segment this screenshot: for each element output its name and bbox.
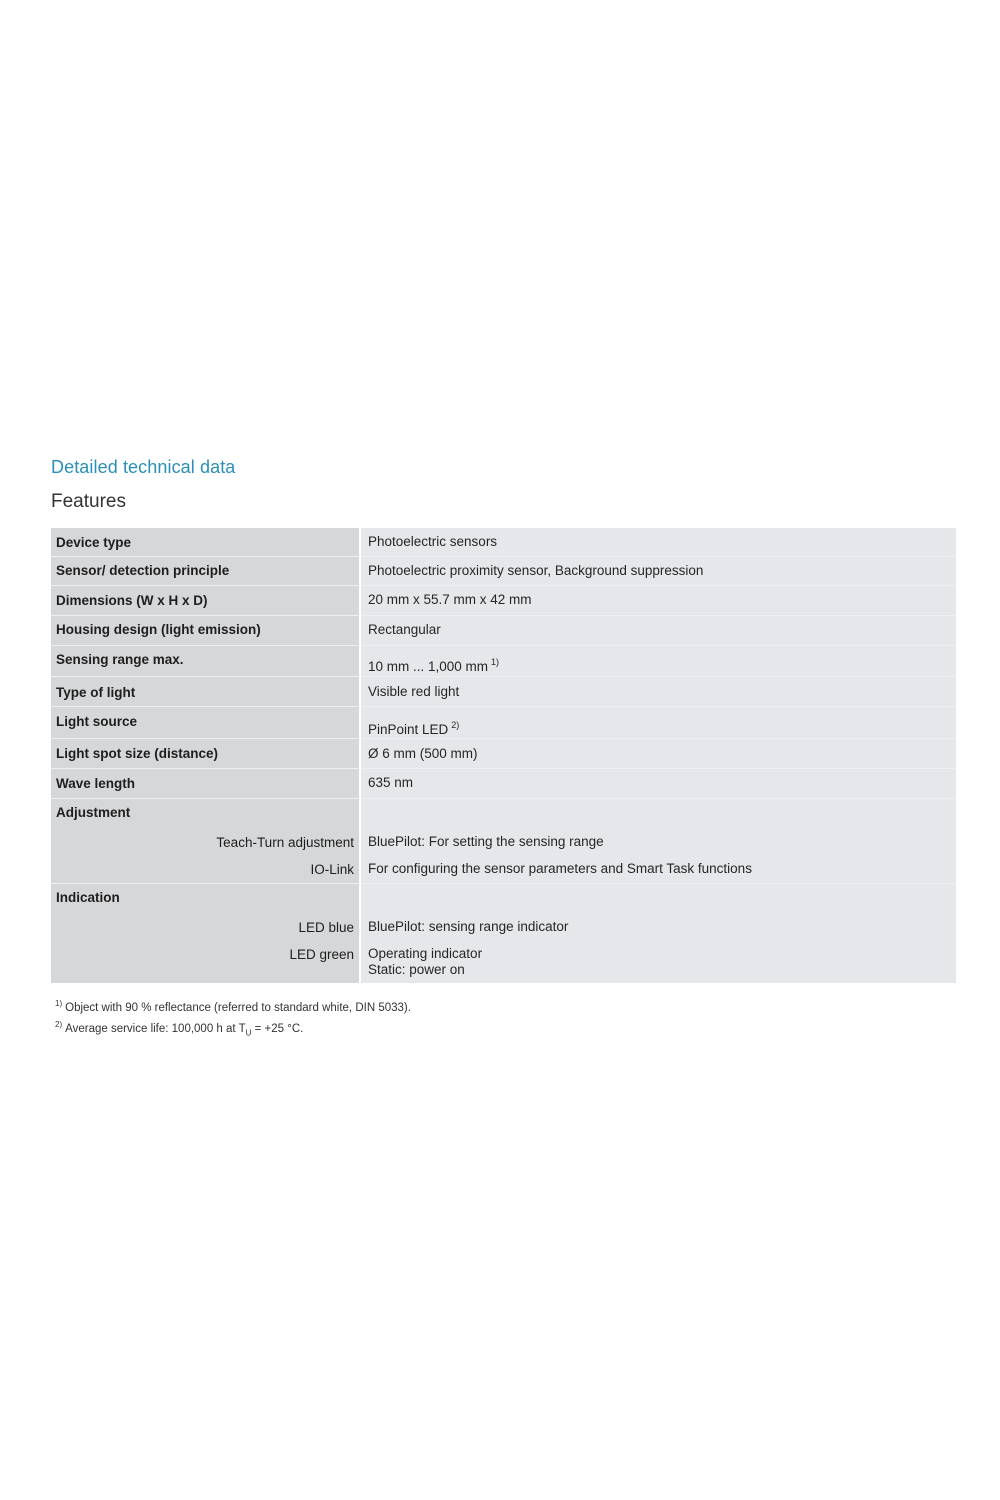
label-column xyxy=(51,528,359,983)
row-value-light-source: PinPoint LED $^{2)}$ xyxy=(368,720,460,737)
row-value-dimensions: 20 mm x 55.7 mm x 42 mm xyxy=(368,592,532,607)
row-value-teach-turn: BluePilot: For setting the sensing range xyxy=(368,834,604,849)
row-value-led-green: Operating indicator Static: power on xyxy=(368,946,483,977)
row-label-light-source: Light source xyxy=(56,714,138,729)
row-value-io-link: For configuring the sensor parameters and Smart Task functions xyxy=(368,861,752,876)
subsection-title: Features xyxy=(51,491,126,512)
row-label-dimensions: Dimensions (W x H x D) xyxy=(56,593,208,608)
row-value-led-blue: BluePilot: sensing range indicator xyxy=(368,919,569,934)
row-label-led-blue: LED blue xyxy=(298,920,354,935)
value-column xyxy=(361,528,956,983)
row-label-sensing-range: Sensing range max. xyxy=(56,652,184,667)
row-label-detection-principle: Sensor/ detection principle xyxy=(56,563,230,578)
row-value-detection-principle: Photoelectric proximity sensor, Background suppression xyxy=(368,563,704,578)
row-value-light-spot-size: Ø 6 mm (500 mm) xyxy=(368,746,478,761)
footnotes xyxy=(55,999,411,1043)
row-label-device-type: Device type xyxy=(56,535,132,550)
footnote-2: $^{2)}$ Average service life: 100,000 h at $T_U = +25$ °C. xyxy=(55,1020,304,1038)
row-label-light-spot-size: Light spot size (distance) xyxy=(56,746,219,761)
footnote-ref: 1) xyxy=(491,657,500,667)
row-value-wave-length: 635 nm xyxy=(368,775,414,790)
footnote-1: $^{1)}$ Object with 90 % reflectance (referred to standard white, DIN 5033). xyxy=(55,999,411,1014)
row-label-teach-turn: Teach-Turn adjustment xyxy=(216,835,354,850)
row-label-type-of-light: Type of light xyxy=(56,685,136,700)
row-value-type-of-light: Visible red light xyxy=(368,684,460,699)
row-label-housing-design: Housing design (light emission) xyxy=(56,622,261,637)
row-value-device-type: Photoelectric sensors xyxy=(368,534,498,549)
section-title: Detailed technical data xyxy=(51,457,236,477)
spec-table xyxy=(51,528,956,983)
row-label-indication: Indication xyxy=(56,890,120,905)
footnote-ref: 2) xyxy=(451,720,460,730)
row-label-wave-length: Wave length xyxy=(56,776,136,791)
row-label-io-link: IO-Link xyxy=(310,862,354,877)
row-value-sensing-range: 10 mm ... 1,000 mm $^{1)}$ xyxy=(368,657,500,674)
row-label-adjustment: Adjustment xyxy=(56,805,131,820)
row-label-led-green: LED green xyxy=(289,947,354,962)
row-value-housing-design: Rectangular xyxy=(368,622,441,637)
